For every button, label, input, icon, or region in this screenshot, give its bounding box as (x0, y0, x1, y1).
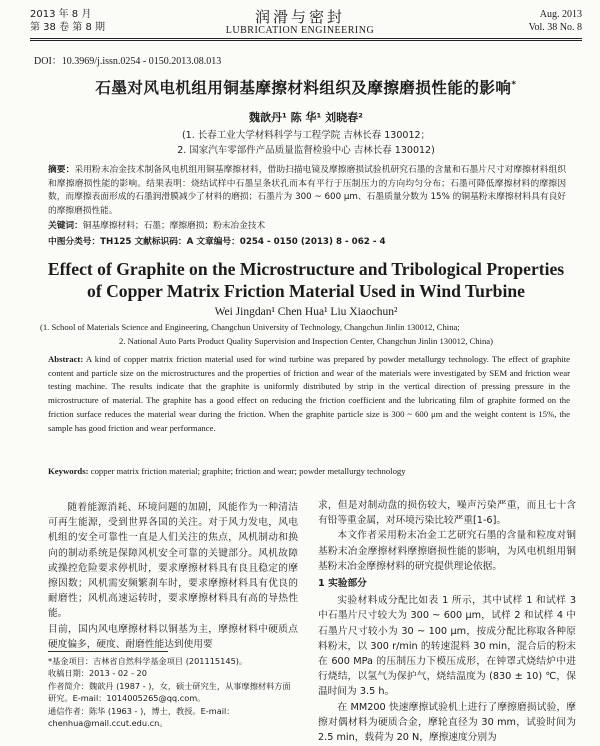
journal-title-en: LUBRICATION ENGINEERING (225, 25, 375, 36)
issue-volume-en: Vol. 38 No. 8 (528, 22, 582, 33)
header-rule (30, 38, 582, 39)
en-abstract-text: A kind of copper matrix friction material used for wind turbine was prepared by powder metallurgy technology. The effect of graphite content and particle size on the microstructures and the properties of friction and wear of the materials were investigated by SEM and friction wear testing machine. The results indicate that the graphite is uniformly distributed by strip in the vertical direction of pressing pressure in the microstructure of material. The graphite has a good effect on reducing the friction coefficient and the lubricating film of graphite formed on the friction surface reduces the material wear during the friction. When the graphite particle size is 300 ~ 600 μm and the weight content is 15%, the sample has good friction and wear performance. (48, 354, 570, 433)
cn-title (30, 76, 582, 98)
issue-date-en: Aug. 2013 (539, 9, 582, 20)
cn-title-footnote-mark: * (511, 79, 517, 90)
cn-title-text: 石墨对风电机组用铜基摩擦材料组织及摩擦磨损性能的影响 (95, 79, 512, 97)
experimental-materials-paragraph: 实验材料成分配比如表 1 所示，其中试样 1 和试样 3 中石墨片尺寸较大为 300 ~ 600 μm，试样 2 和试样 4 中石墨片尺寸较小为 30 ~ 100 μm，按成分配比称取各种原料粉末，以 300 r/min 的转速混料 30 min，混合后的粉末在 600 MPa 的压制压力下模压成形，在钟罩式烧结炉中进行烧结，以氢气为保护气，烧结温度为 (830 ± 10) ℃，保温时间为 3.5 h。 (318, 595, 576, 698)
cn-affiliation-2: 2. 国家汽车零部件产品质量监督检验中心 吉林长春 130012) (177, 145, 435, 156)
en-keywords (48, 466, 570, 476)
en-keywords-text: copper matrix friction material; graphite; friction and wear; powder metallurgy technology (88, 466, 406, 476)
en-affiliation-2: 2. National Auto Parts Product Quality Supervision and Inspection Center, Changchun Jinlin 130012, China) (119, 336, 493, 346)
cn-classification: 中图分类号：TH125 文献标识码：A 文章编号：0254 - 0150 (2013) 8 - 062 - 4 (48, 237, 386, 247)
footnote-fund: *基金项目：吉林省自然科学基金项目 (201115145)。 (48, 656, 248, 666)
doi: DOI：10.3969/j.issn.0254 - 0150.2013.08.013 (34, 56, 222, 67)
section-heading-experimental: 1 实验部分 (318, 578, 367, 590)
footnotes (48, 655, 298, 729)
cn-keywords-label: 关键词： (48, 221, 83, 231)
cn-abstract (48, 164, 566, 218)
en-title (20, 258, 592, 302)
issue-date: 2013 年 8 月 (30, 9, 92, 20)
footnote-rule (48, 651, 168, 652)
footnote-contact: 通信作者：陈华 (1963 - )，博士，教授。E-mail：chenhua@mail.ccut.edu.cn。 (48, 705, 235, 729)
en-abstract-label: Abstract: (48, 354, 84, 364)
en-title-line-2: of Copper Matrix Friction Material Used in Wind Turbine (87, 281, 525, 301)
cn-abstract-text: 采用粉末冶金技术制备风电机组用铜基摩擦材料，借助扫描电镜及摩擦磨损试验机研究石墨的含量和石墨片尺寸对摩擦材料组织和摩擦磨损性能的影响。结果表明：烧结试样中石墨呈条状孔而本有平行于压制压力的方向均匀分布；石墨可降低摩擦材料的摩擦因数，而摩擦表面形成的石墨润滑膜减少了材料的磨损；石墨片为 300 ~ 600 μm、石墨质量分数为 15% 的铜基粉末摩擦材料具有良好的摩擦磨损性能。 (48, 165, 566, 216)
journal-title-cn: 润滑与密封 (254, 8, 345, 26)
experimental-testing-paragraph: 在 MM200 快速摩擦试验机上进行了摩擦磨损试验，摩擦对偶材料为硬质合金，摩轮直径为 30 mm，试验时间为 2.5 min，载荷为 20 N，摩擦速度分别为 (318, 701, 576, 744)
header-rule-thin (30, 40, 582, 41)
right-column (318, 498, 576, 745)
cn-keywords (48, 219, 566, 231)
en-abstract (48, 353, 570, 435)
footnote-author: 作者简介：魏歆丹 (1987 - )，女，硕士研究生，从事摩擦材料方面研究。E-mail：1014005265@qq.com。 (48, 680, 291, 704)
footnote-received: 收稿日期：2013 - 02 - 20 (48, 668, 147, 679)
issue-volume: 第 38 卷 第 8 期 (30, 22, 105, 33)
en-affiliation-1: (1. School of Materials Science and Engineering, Changchun University of Technology, Changchun Jinlin 130012, China; (40, 322, 460, 332)
en-authors: Wei Jingdan¹ Chen Hua¹ Liu Xiaochun² (214, 306, 398, 318)
en-title-line-1: Effect of Graphite on the Microstructure and Tribological Properties (47, 259, 565, 279)
cn-affiliation-1: (1. 长春工业大学材料科学与工程学院 吉林长春 130012； (181, 130, 431, 141)
cn-keywords-text: 铜基摩擦材料；石墨；摩擦磨损；粉末冶金技术 (82, 221, 266, 231)
intro-paragraph: 随着能源消耗、环境问题的加剧，风能作为一种清洁可再生能源，受到世界各国的关注。对于风力发电，风电机组的安全可靠性一直是人们关注的焦点，风机制动和换向的制动系统是保障风机安全可靠的关键部分。风机故障或操控危险要求停机时，要求摩擦材料具有良且稳定的摩擦因数；风机需安频繁刹车时，要求摩擦材料具有优良的耐磨性；风机高速运转时，要求摩擦材料具有高的导热性能。 目前，国内风电摩擦材料以铜基为主，摩擦材料中硬质点硬度偏多，硬度、耐磨性能达到使用要 (48, 502, 298, 650)
en-keywords-label: Keywords: (48, 466, 89, 476)
intro-continuation: 求，但是对制动盘的损伤较大，噪声污染严重，而且七十含有铅等重金属，对环境污染比较严重[1-6]。 (318, 500, 576, 527)
cn-authors: 魏歆丹¹ 陈 华¹ 刘晓春² (249, 111, 363, 124)
intro-purpose-paragraph: 本文作者采用粉末冶金工艺研究石墨的含量和粒度对铜基粉末冶金摩擦材料摩擦磨损性能的影响，为风电机组用铜基粉末冶金摩擦材料的研究提供理论依据。 (318, 530, 576, 572)
cn-abstract-label: 摘要： (48, 165, 75, 175)
